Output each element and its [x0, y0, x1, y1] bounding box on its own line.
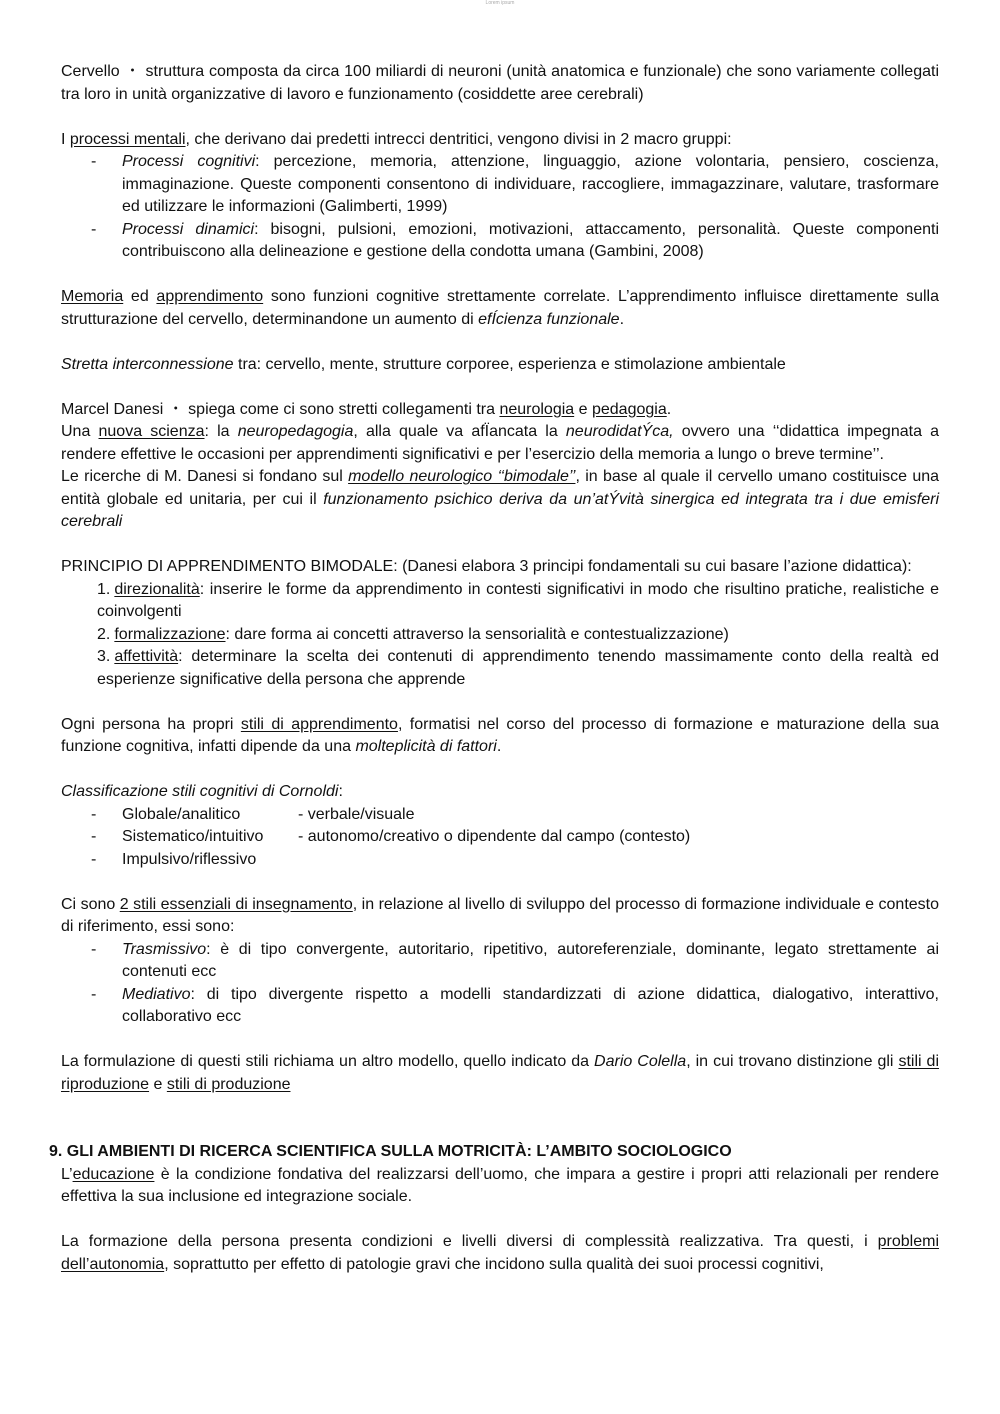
text: tra: cervello, mente, strutture corporee, esperienza e stimolazione ambientale: [233, 355, 786, 373]
underlined-term: nuova scienza: [98, 423, 205, 440]
paragraph-cervello: [61, 61, 939, 106]
italic-term: Processi dinamici: [122, 220, 255, 238]
list-item: [61, 624, 939, 647]
paragraph-interconnessione: [61, 354, 939, 377]
italic-term: efÍcienza funzionale: [478, 310, 620, 328]
item-number: 3.: [97, 648, 111, 665]
text: La formulazione di questi stili richiama un altro modello, quello indicato da: [61, 1053, 595, 1070]
text: : la: [204, 423, 238, 440]
paragraph-danesi: [61, 399, 939, 422]
underlined-term: apprendimento: [156, 288, 264, 305]
text: , in base al quale il cervello umano costituisce una entità globale ed unitaria, per cui il: [61, 468, 940, 508]
italic-term: Mediativo: [122, 985, 191, 1003]
list-processi: [61, 151, 939, 264]
list-principi: [61, 579, 939, 692]
text: spiega come ci sono stretti collegamenti tra: [183, 400, 500, 418]
paragraph-stili-apprendimento: [61, 714, 939, 759]
text: Marcel Danesi: [61, 400, 164, 418]
text: : determinare la scelta dei contenuti di apprendimento tenendo massimamente conto della realtà ed esperienze significative della persona che apprende: [97, 648, 939, 688]
text: Una: [61, 423, 99, 440]
text: : è di tipo convergente, autoritario, ripetitivo, autoreferenziale, dominante, legato strettamente ai contenuti ecc: [122, 940, 939, 980]
list-item: [61, 219, 939, 264]
list-item: [61, 151, 939, 219]
underlined-term: stili di apprendimento: [240, 715, 398, 733]
underlined-term: neurologia: [499, 400, 575, 418]
italic-term: Trasmissivo: [122, 940, 207, 958]
text: , formatisi nel corso del processo di formazione e maturazione della sua funzione cognitiva, infatti dipende da una: [61, 715, 939, 755]
text: , in relazione al livello di sviluppo del processo di formazione individuale e contesto di riferimento, essi sono:: [61, 895, 940, 935]
paragraph-ricerche: [61, 466, 939, 534]
text: Ci sono: [61, 895, 120, 913]
text: e: [149, 1075, 167, 1093]
text: La formazione della persona presenta condizioni e livelli diversi di complessità realizzativa. Tra questi, i: [61, 1233, 878, 1250]
text: , soprattutto per effetto di patologie gravi che incidono sulla qualità dei suoi processi cognitivi,: [164, 1255, 824, 1273]
list-item: [61, 984, 939, 1029]
text: sono funzioni cognitive strettamente correlate. L’apprendimento influisce direttamente sulla strutturazione del cervello, determinandone un aumento di: [61, 288, 939, 328]
item-number: 1.: [97, 580, 111, 598]
italic-term: neuropedagogia: [237, 423, 354, 440]
underlined-term: formalizzazione: [114, 625, 226, 643]
underlined-term: educazione: [72, 1165, 155, 1183]
paragraph-educazione: [61, 1164, 939, 1209]
italic-term: Stretta interconnessione: [61, 355, 234, 373]
bullet-icon: ・: [124, 63, 141, 80]
italic-term: Dario Colella: [594, 1053, 687, 1070]
text: : percezione, memoria, attenzione, linguaggio, azione volontaria, pensiero, coscienza, immaginazione. Queste componenti consentono di individuare, raccogliere, immagazzinare, valutare, trasformare ed utilizzare le informazioni (Galimberti, 1999): [122, 153, 939, 215]
text: :: [338, 783, 343, 800]
section-heading: 9. GLI AMBIENTI DI RICERCA SCIENTIFICA SULLA MOTRICITÀ: L’AMBITO SOCIOLOGICO: [49, 1143, 732, 1160]
underlined-term: 2 stili essenziali di insegnamento: [119, 895, 353, 913]
underlined-term: direzionalità: [114, 580, 200, 598]
underlined-term: affettività: [114, 648, 179, 665]
text: Impulsivo/riflessivo: [122, 850, 257, 868]
text: ed: [123, 288, 157, 305]
document-body: [49, 61, 940, 1276]
italic-underlined-term: modello neurologico ‘‘bimodale’’: [348, 468, 576, 485]
list-item: [61, 939, 939, 984]
underlined-term: stili di produzione: [166, 1075, 291, 1093]
italic-term: Processi cognitivi: [122, 153, 256, 170]
text: .: [666, 400, 672, 418]
text: Globale/analitico: [122, 805, 241, 823]
list-item: [61, 849, 939, 872]
list-item: [61, 646, 939, 691]
text: Sistematico/intuitivo: [122, 828, 264, 845]
text: ovvero una ‘‘didattica impegnata a rendere effettive le occasioni per apprendimenti significativi e per l’esercizio della memoria a lungo o breve termine’’.: [61, 423, 940, 463]
list-item: [61, 579, 939, 624]
item-number: 2.: [97, 625, 111, 643]
text: è la condizione fondativa del realizzarsi dell’uomo, che impara a gestire i propri atti relazionali per rendere effettiva la sua inclusione ed integrazione sociale.: [61, 1165, 939, 1205]
underlined-term: stili di riproduzione: [61, 1053, 940, 1093]
text: L’: [61, 1165, 73, 1183]
list-stili-cognitivi: [61, 804, 939, 872]
text: Cervello: [61, 63, 120, 80]
text: , che derivano dai predetti intrecci dentritici, vengono divisi in 2 macro gruppi:: [185, 130, 732, 148]
text: struttura composta da circa 100 miliardi di neuroni (unità anatomica e funzionale) che sono variamente collegati tra loro in unità organizzative di lavoro e funzionamento (cosiddette aree cerebrali): [61, 63, 939, 103]
paragraph-cornoldi: [61, 781, 939, 804]
bullet-icon: ・: [167, 400, 184, 418]
header-watermark: Lorem ipsum: [485, 0, 515, 6]
text: Ogni persona ha propri: [61, 715, 241, 733]
italic-term: neurodidatÝca,: [565, 423, 674, 440]
text: e: [574, 400, 592, 418]
paragraph-colella: [61, 1051, 939, 1096]
text: , alla quale va afÏancata la: [353, 423, 566, 440]
paragraph-principio: PRINCIPIO DI APPRENDIMENTO BIMODALE: (Danesi elabora 3 principi fondamentali su cui basare l’azione didattica):: [61, 558, 912, 575]
text: Le ricerche di M. Danesi si fondano sul: [61, 468, 349, 485]
text: : dare forma ai concetti attraverso la sensorialità e contestualizzazione): [225, 625, 729, 643]
text: I: [61, 130, 70, 148]
italic-term: Classificazione stili cognitivi di Cornoldi: [61, 783, 339, 800]
text: - autonomo/creativo o dipendente dal campo (contesto): [298, 828, 691, 845]
underlined-term: pedagogia: [591, 400, 667, 418]
text: .: [496, 738, 502, 755]
text: , in cui trovano distinzione gli: [686, 1053, 899, 1070]
text: : inserire le forme da apprendimento in contesti significativi in modo che risultino pratiche, realistiche e coinvolgenti: [97, 580, 939, 620]
list-insegnamento: [61, 939, 939, 1029]
paragraph-processi-mentali: [61, 129, 939, 152]
text: - verbale/visuale: [298, 805, 415, 823]
paragraph-nuova-scienza: [61, 421, 939, 466]
underlined-term: problemi dell’autonomia: [61, 1233, 939, 1273]
text: .: [619, 310, 625, 328]
paragraph-memoria: [61, 286, 939, 331]
underlined-term: processi mentali: [69, 130, 186, 148]
underlined-term: Memoria: [61, 288, 124, 305]
italic-term: molteplicità di fattori: [355, 738, 497, 755]
list-item: [61, 826, 939, 849]
paragraph-stili-insegnamento: [61, 894, 939, 939]
paragraph-formazione: [61, 1231, 939, 1276]
list-item: [61, 804, 939, 827]
text: : bisogni, pulsioni, emozioni, motivazioni, attaccamento, personalità. Queste componenti contribuiscono alla delineazione e gestione della condotta umana (Gambini, 2008): [122, 220, 939, 260]
italic-term: funzionamento psichico deriva da un’atÝvità sinergica ed integrata tra i due emisferi cerebrali: [61, 490, 940, 530]
text: : di tipo divergente rispetto a modelli standardizzati di azione didattica, dialogativo, interattivo, collaborativo ecc: [122, 985, 939, 1025]
